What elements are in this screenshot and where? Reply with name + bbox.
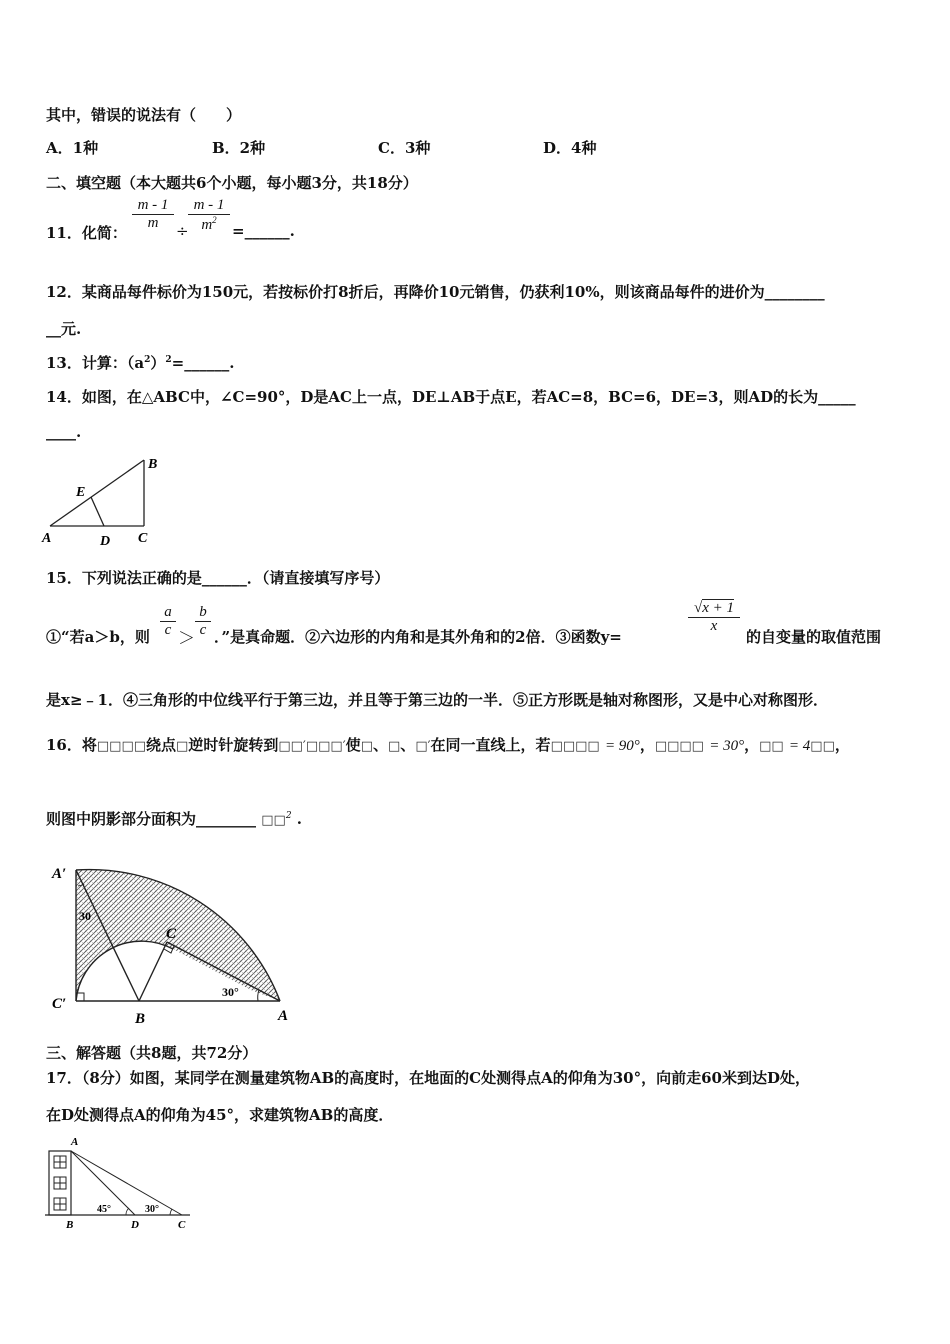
label-d: D bbox=[131, 1219, 139, 1231]
label-a: A bbox=[71, 1136, 79, 1148]
section-3-title: 三、解答题（共8题，共72分） bbox=[46, 1044, 258, 1062]
question-17-line1: 17．（8分）如图，某同学在测量建筑物AB的高度时，在地面的C处测得点A的仰角为30°，向前走60米到达D处， bbox=[46, 1069, 810, 1087]
label-b: B bbox=[148, 457, 158, 472]
label-b: B bbox=[135, 1011, 146, 1027]
label-a-prime: A′ bbox=[52, 866, 67, 882]
building-figure bbox=[42, 1134, 202, 1232]
fraction-a-over-c: a c bbox=[160, 604, 176, 639]
fraction-sqrt: √x + 1 x bbox=[688, 600, 740, 635]
question-11-label: 11．化简： bbox=[46, 224, 127, 242]
question-10-prompt: 其中，错误的说法有（ ） bbox=[46, 106, 242, 124]
side-ab bbox=[50, 460, 144, 526]
fraction-1: m - 1 m bbox=[132, 197, 174, 232]
question-16-line2: 则图中阴影部分面积为________ □□$^2$ . bbox=[46, 810, 303, 828]
label-c: C bbox=[138, 531, 148, 546]
question-12-line2: __元. bbox=[46, 320, 82, 338]
question-15-line3: 是x≥﹣1．④三角形的中位线平行于第三边，并且等于第三边的一半．⑤正方形既是轴对称图形，又是中心对称图形． bbox=[46, 691, 828, 709]
option-b: B．2种 bbox=[212, 139, 266, 157]
option-d: D．4种 bbox=[543, 139, 597, 157]
question-15-stmt2: ．”是真命题．②六边形的内角和是其外角和的2倍．③函数y= bbox=[214, 628, 622, 646]
question-16-line1: 16．将□□□□绕点□逆时针旋转到□□′□□□′使□、□、□′在同一直线上，若□□□□ = 90°，□□□□ = 30°，□□ = 4□□， bbox=[46, 736, 850, 754]
angle-label-30: 30 bbox=[79, 909, 91, 923]
angle-45: 45° bbox=[97, 1204, 111, 1215]
label-c: C bbox=[178, 1219, 186, 1231]
question-14-line2: ____. bbox=[46, 423, 82, 441]
question-15-stmt3: 的自变量的取值范围 bbox=[746, 628, 882, 646]
fraction-2: m - 1 $m^2$ bbox=[188, 197, 230, 234]
question-11-answer: =______. bbox=[232, 222, 295, 240]
greater-than: ＞ bbox=[178, 629, 195, 649]
question-12-line1: 12．某商品每件标价为150元，若按标价打8折后，再降价10元销售，仍获利10%，则该商品每件的进价为________ bbox=[46, 283, 825, 301]
option-c: C．3种 bbox=[378, 139, 431, 157]
angle-30: 30° bbox=[145, 1204, 159, 1215]
fraction-b-over-c: b c bbox=[195, 604, 211, 639]
option-a: A．1种 bbox=[46, 139, 99, 157]
divide-sign: ÷ bbox=[176, 222, 189, 240]
label-c: C bbox=[166, 926, 177, 942]
question-15-stmt1: ①“若a＞b，则 bbox=[46, 628, 150, 646]
triangle-figure bbox=[40, 452, 170, 552]
label-c-prime: C′ bbox=[52, 996, 67, 1012]
question-17-line2: 在D处测得点A的仰角为45°，求建筑物AB的高度． bbox=[46, 1106, 394, 1124]
label-a: A bbox=[278, 1008, 289, 1024]
section-2-title: 二、填空题（本大题共6个小题，每小题3分，共18分） bbox=[46, 174, 418, 192]
question-13: 13．计算：$(a^2)^2=\_\_\_\_\_\_$. bbox=[46, 354, 235, 372]
question-14-line1: 14．如图，在△ABC中，∠C=90°，D是AC上一点，DE⊥AB于点E，若AC=8，BC=6，DE=3，则AD的长为_____ bbox=[46, 388, 856, 406]
label-d: D bbox=[100, 534, 111, 549]
angle-label-30-deg: 30° bbox=[222, 985, 239, 999]
label-a: A bbox=[42, 531, 52, 546]
side-bc bbox=[139, 942, 167, 1001]
sight-line-c bbox=[71, 1151, 182, 1215]
question-15-line1: 15．下列说法正确的是______．（请直接填写序号） bbox=[46, 569, 390, 587]
segment-de bbox=[91, 497, 104, 526]
label-e: E bbox=[76, 485, 86, 500]
rotation-figure bbox=[46, 856, 296, 1028]
label-b: B bbox=[66, 1219, 74, 1231]
